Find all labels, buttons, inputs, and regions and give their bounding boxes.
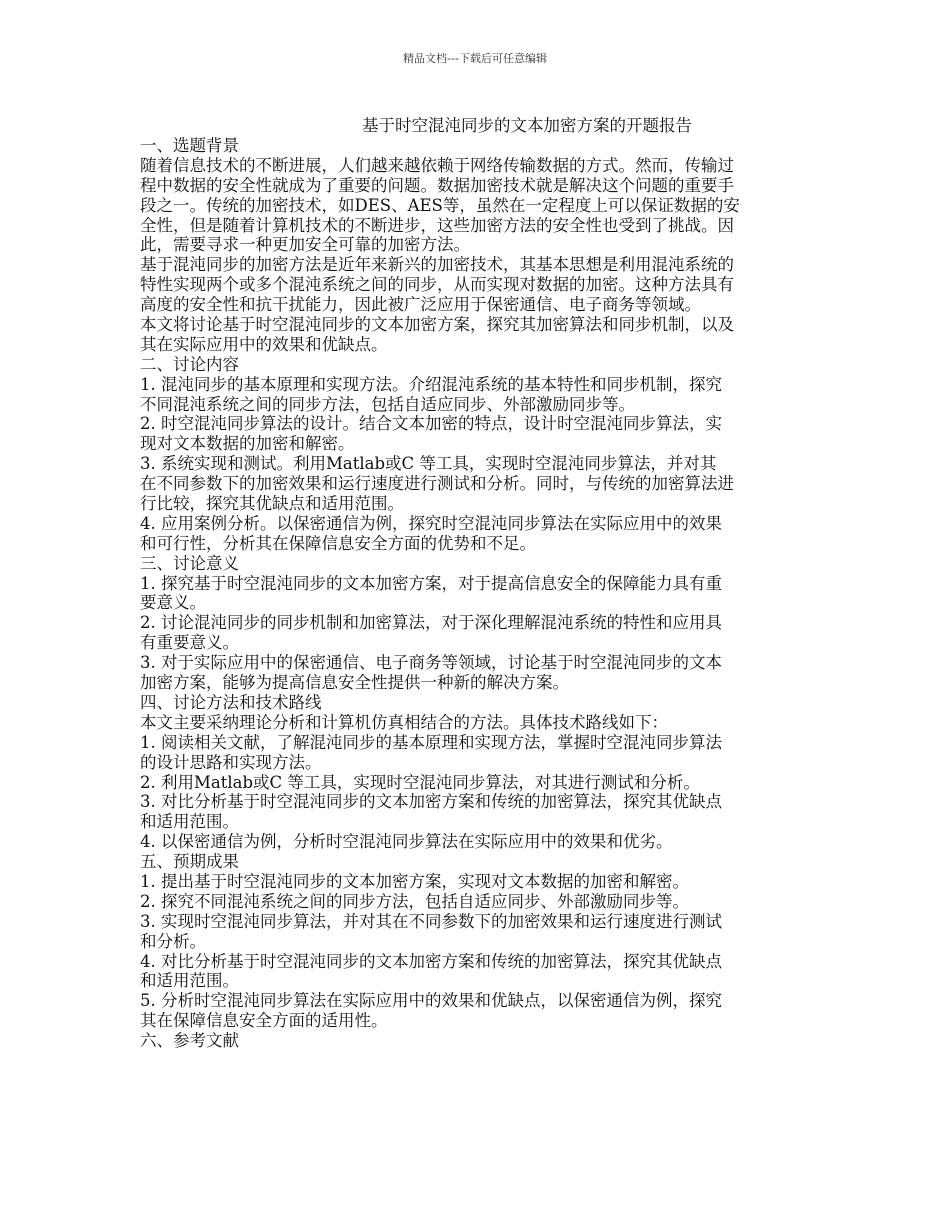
text-line: 本文将讨论基于时空混沌同步的文本加密方案，探究其加密算法和同步机制，以及 [140,315,734,335]
text-line: 特性实现两个或多个混沌系统之间的同步，从而实现对数据的加密。这种方法具有 [140,275,734,295]
text-line: 3. 对于实际应用中的保密通信、电子商务等领域，讨论基于时空混沌同步的文本 [140,653,722,673]
text-line: 加密方案，能够为提高信息安全性提供一种新的解决方案。 [140,673,569,693]
text-line: 3. 对比分析基于时空混沌同步的文本加密方案和传统的加密算法，探究其优缺点 [140,792,722,812]
text-line: 段之一。传统的加密技术，如DES、AES等，虽然在一定程度上可以保证数据的安 [140,195,740,215]
text-line: 本文主要采纳理论分析和计算机仿真相结合的方法。具体技术路线如下： [140,712,668,732]
text-line: 行比较，探究其优缺点和适用范围。 [140,494,404,514]
section-heading: 三、讨论意义 [140,553,239,573]
page-header-note: 精品文档---下载后可任意编辑 [403,52,547,65]
text-line: 3. 实现时空混沌同步算法，并对其在不同参数下的加密效果和运行速度进行测试 [140,911,722,931]
text-line: 其在实际应用中的效果和优缺点。 [140,334,388,354]
text-line: 1. 探究基于时空混沌同步的文本加密方案，对于提高信息安全的保障能力具有重 [140,573,722,593]
text-line: 其在保障信息安全方面的适用性。 [140,1011,388,1031]
text-line: 3. 系统实现和测试。利用Matlab或C 等工具，实现时空混沌同步算法，并对其 [140,454,717,474]
text-line: 1. 混沌同步的基本原理和实现方法。介绍混沌系统的基本特性和同步机制，探究 [140,374,722,394]
document-title: 基于时空混沌同步的文本加密方案的开题报告 [362,116,692,135]
text-line: 的设计思路和实现方法。 [140,752,322,772]
text-line: 4. 对比分析基于时空混沌同步的文本加密方案和传统的加密算法，探究其优缺点 [140,951,722,971]
section-heading: 二、讨论内容 [140,354,239,374]
text-line: 4. 以保密通信为例，分析时空混沌同步算法在实际应用中的效果和优劣。 [140,832,673,852]
text-line: 基于混沌同步的加密方法是近年来新兴的加密技术，其基本思想是利用混沌系统的 [140,255,734,275]
text-line: 1. 提出基于时空混沌同步的文本加密方案，实现对文本数据的加密和解密。 [140,871,689,891]
section-heading: 五、预期成果 [140,852,239,872]
text-line: 全性，但是随着计算机技术的不断进步，这些加密方法的安全性也受到了挑战。因 [140,215,734,235]
text-line: 2. 讨论混沌同步的同步机制和加密算法，对于深化理解混沌系统的特性和应用具 [140,613,722,633]
text-line: 2. 利用Matlab或C 等工具，实现时空混沌同步算法，对其进行测试和分析。 [140,772,700,792]
text-line: 不同混沌系统之间的同步方法，包括自适应同步、外部激励同步等。 [140,394,635,414]
text-line: 现对文本数据的加密和解密。 [140,434,355,454]
text-line: 高度的安全性和抗干扰能力，因此被广泛应用于保密通信、电子商务等领域。 [140,295,701,315]
document-body [140,136,812,1051]
text-line: 1. 阅读相关文献，了解混沌同步的基本原理和实现方法，掌握时空混沌同步算法 [140,732,722,752]
section-heading: 四、讨论方法和技术路线 [140,692,322,712]
text-line: 随着信息技术的不断进展，人们越来越依赖于网络传输数据的方式。然而，传输过 [140,155,734,175]
text-line: 和可行性，分析其在保障信息安全方面的优势和不足。 [140,533,536,553]
section-heading: 六、参考文献 [140,1031,239,1051]
text-line: 和分析。 [140,931,206,951]
text-line: 在不同参数下的加密效果和运行速度进行测试和分析。同时，与传统的加密算法进 [140,474,734,494]
text-line: 2. 探究不同混沌系统之间的同步方法，包括自适应同步、外部激励同步等。 [140,891,689,911]
text-line: 4. 应用案例分析。以保密通信为例，探究时空混沌同步算法在实际应用中的效果 [140,513,722,533]
text-line: 此，需要寻求一种更加安全可靠的加密方法。 [140,235,470,255]
text-line: 程中数据的安全性就成为了重要的问题。数据加密技术就是解决这个问题的重要手 [140,175,734,195]
text-line: 和适用范围。 [140,812,239,832]
section-heading: 一、选题背景 [140,136,239,155]
text-line: 2. 时空混沌同步算法的设计。结合文本加密的特点，设计时空混沌同步算法，实 [140,414,722,434]
text-line: 5. 分析时空混沌同步算法在实际应用中的效果和优缺点，以保密通信为例，探究 [140,991,722,1011]
text-line: 和适用范围。 [140,971,239,991]
text-line: 有重要意义。 [140,633,239,653]
text-line: 要意义。 [140,593,206,613]
